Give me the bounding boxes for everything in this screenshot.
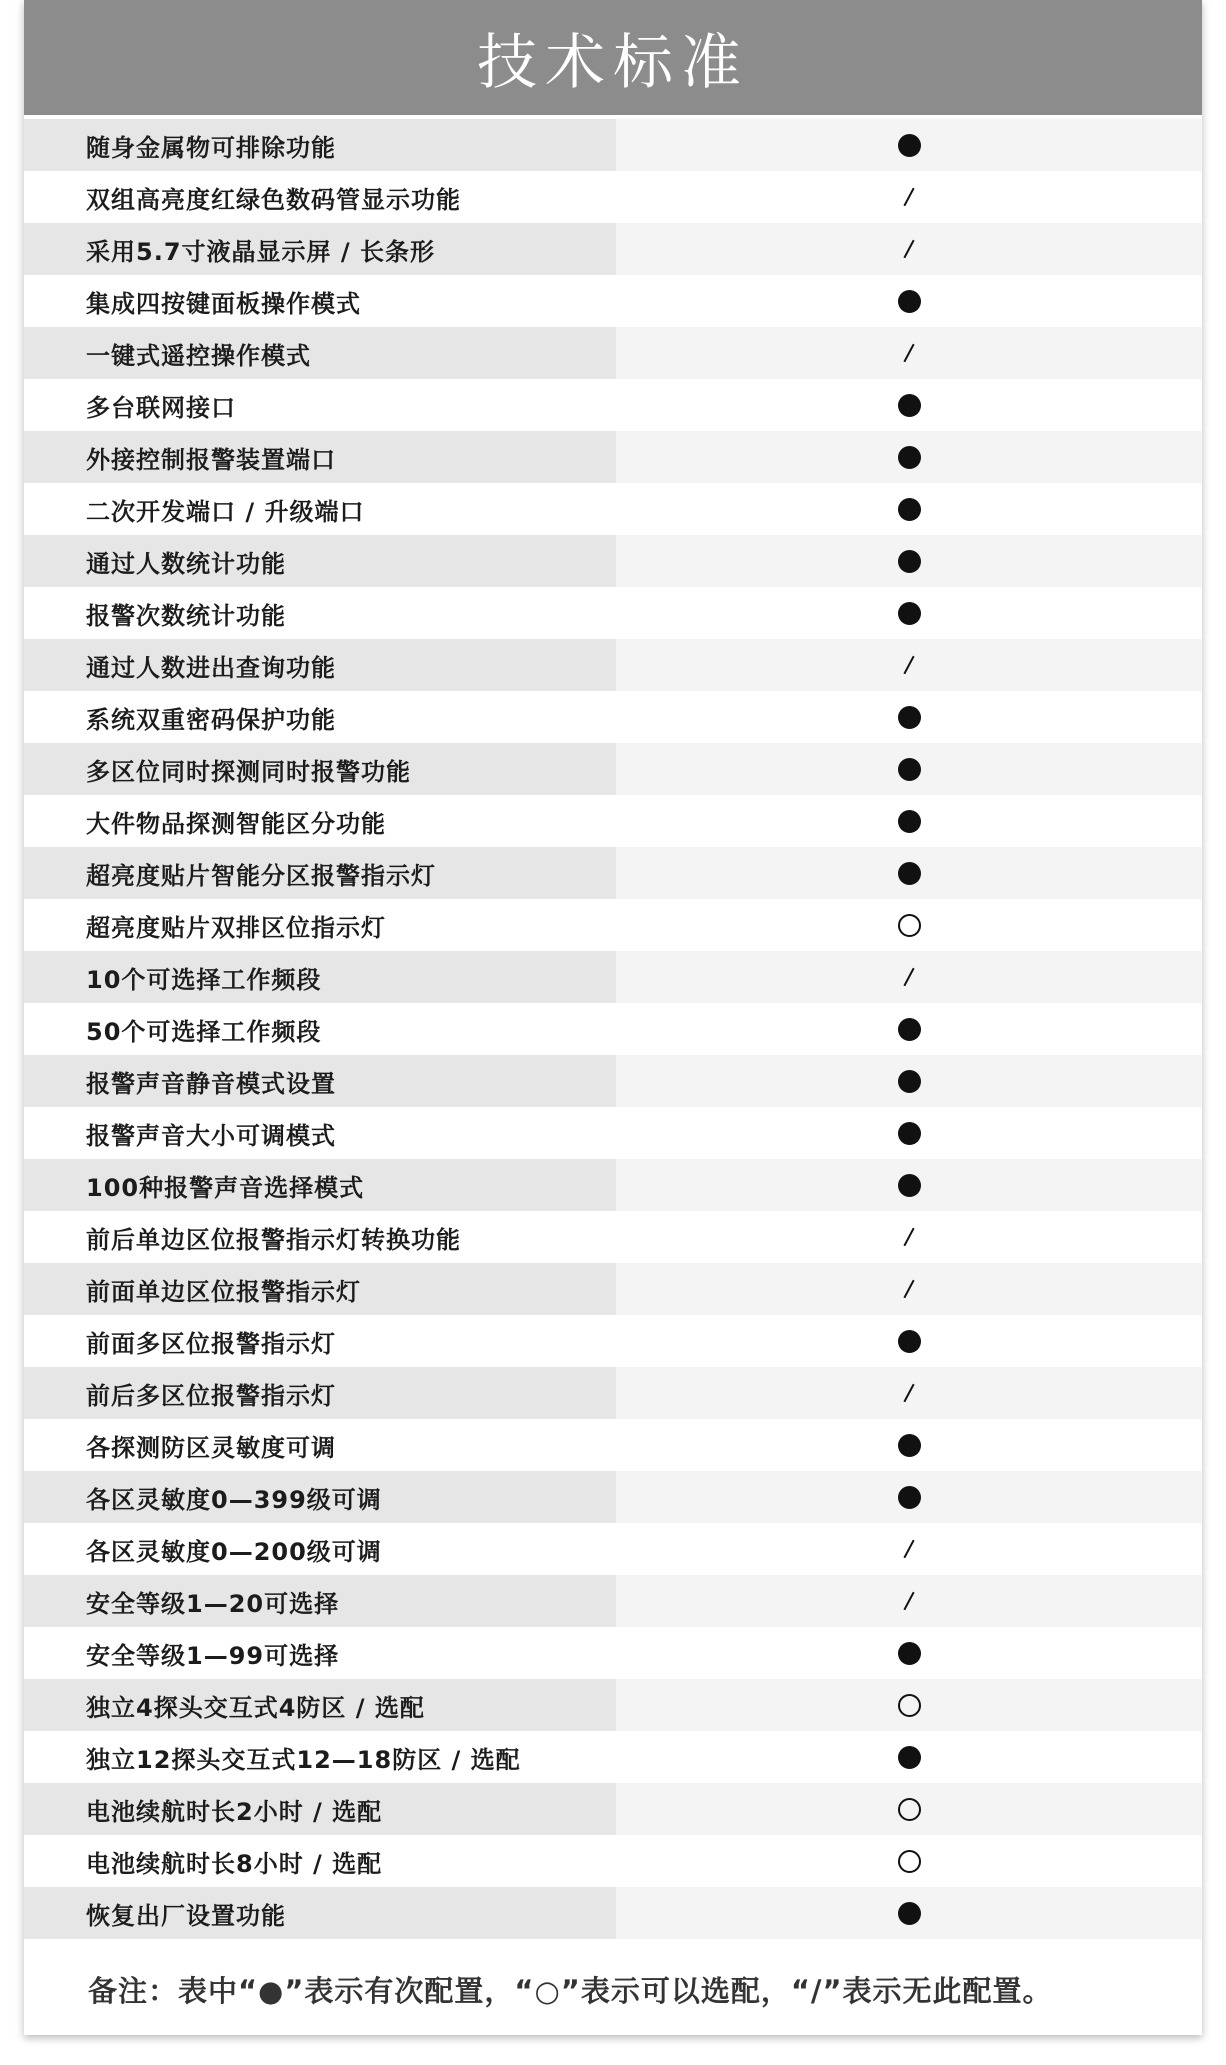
- filled-circle-icon: [894, 390, 924, 420]
- filled-circle-icon: [894, 858, 924, 888]
- config-cell: [616, 275, 1202, 327]
- slash-icon: [894, 1274, 924, 1304]
- config-cell: [616, 1263, 1202, 1315]
- feature-label: 100种报警声音选择模式: [24, 1159, 616, 1211]
- feature-label: 集成四按键面板操作模式: [24, 275, 616, 327]
- filled-circle-icon: [894, 1898, 924, 1928]
- config-cell: [616, 171, 1202, 223]
- config-cell: [616, 951, 1202, 1003]
- table-row: [24, 1679, 1202, 1731]
- table-row: [24, 639, 1202, 691]
- config-cell: [616, 223, 1202, 275]
- feature-label: 通过人数统计功能: [24, 535, 616, 587]
- config-cell: [616, 1471, 1202, 1523]
- table-row: [24, 1575, 1202, 1627]
- config-cell: [616, 1003, 1202, 1055]
- config-cell: [616, 119, 1202, 171]
- feature-label: 前面单边区位报警指示灯: [24, 1263, 616, 1315]
- config-cell: [616, 1419, 1202, 1471]
- config-cell: [616, 379, 1202, 431]
- feature-label: 报警声音静音模式设置: [24, 1055, 616, 1107]
- config-cell: [616, 535, 1202, 587]
- filled-circle-icon: [894, 754, 924, 784]
- config-cell: [616, 1523, 1202, 1575]
- filled-circle-icon: [894, 130, 924, 160]
- legend-note: 备注：表中“●”表示有次配置，“○”表示可以选配，“/”表示无此配置。: [24, 1944, 1202, 2034]
- table-row: [24, 587, 1202, 639]
- table-row: [24, 1783, 1202, 1835]
- config-cell: [616, 1627, 1202, 1679]
- config-cell: [616, 1731, 1202, 1783]
- hollow-circle-icon: [894, 910, 924, 940]
- feature-label: 外接控制报警装置端口: [24, 431, 616, 483]
- feature-label: 多区位同时探测同时报警功能: [24, 743, 616, 795]
- feature-label: 50个可选择工作频段: [24, 1003, 616, 1055]
- feature-label: 系统双重密码保护功能: [24, 691, 616, 743]
- slash-icon: [894, 1378, 924, 1408]
- feature-label: 采用5.7寸液晶显示屏 / 长条形: [24, 223, 616, 275]
- table-row: [24, 1887, 1202, 1939]
- slash-icon: [894, 1586, 924, 1616]
- table-row: [24, 1003, 1202, 1055]
- feature-label: 前面多区位报警指示灯: [24, 1315, 616, 1367]
- slash-icon: [894, 962, 924, 992]
- filled-circle-icon: [894, 1326, 924, 1356]
- config-cell: [616, 1107, 1202, 1159]
- table-row: [24, 847, 1202, 899]
- config-cell: [616, 587, 1202, 639]
- config-cell: [616, 639, 1202, 691]
- filled-circle-icon: [894, 702, 924, 732]
- feature-label: 安全等级1—20可选择: [24, 1575, 616, 1627]
- feature-label: 各区灵敏度0—399级可调: [24, 1471, 616, 1523]
- table-row: [24, 1523, 1202, 1575]
- config-cell: [616, 847, 1202, 899]
- config-cell: [616, 795, 1202, 847]
- config-cell: [616, 1159, 1202, 1211]
- config-cell: [616, 1575, 1202, 1627]
- feature-label: 超亮度贴片双排区位指示灯: [24, 899, 616, 951]
- config-cell: [616, 1055, 1202, 1107]
- filled-circle-icon: [894, 1742, 924, 1772]
- feature-label: 报警声音大小可调模式: [24, 1107, 616, 1159]
- config-cell: [616, 691, 1202, 743]
- filled-circle-icon: [894, 442, 924, 472]
- table-row: [24, 275, 1202, 327]
- table-row: [24, 1367, 1202, 1419]
- table-row: [24, 327, 1202, 379]
- filled-circle-icon: [894, 1170, 924, 1200]
- filled-circle-icon: [894, 546, 924, 576]
- hollow-circle-icon: [894, 1846, 924, 1876]
- feature-label: 一键式遥控操作模式: [24, 327, 616, 379]
- hollow-circle-icon: [894, 1794, 924, 1824]
- filled-circle-icon: [894, 1014, 924, 1044]
- config-cell: [616, 327, 1202, 379]
- table-row: [24, 1211, 1202, 1263]
- table-row: [24, 535, 1202, 587]
- table-row: [24, 171, 1202, 223]
- config-cell: [616, 743, 1202, 795]
- table-row: [24, 1159, 1202, 1211]
- feature-label: 各区灵敏度0—200级可调: [24, 1523, 616, 1575]
- table-row: [24, 379, 1202, 431]
- table-row: [24, 1471, 1202, 1523]
- config-cell: [616, 1315, 1202, 1367]
- slash-icon: [894, 182, 924, 212]
- feature-label: 多台联网接口: [24, 379, 616, 431]
- feature-label: 前后单边区位报警指示灯转换功能: [24, 1211, 616, 1263]
- config-cell: [616, 1887, 1202, 1939]
- slash-icon: [894, 1534, 924, 1564]
- config-cell: [616, 483, 1202, 535]
- filled-circle-icon: [894, 598, 924, 628]
- feature-label: 各探测防区灵敏度可调: [24, 1419, 616, 1471]
- feature-label: 独立12探头交互式12—18防区 / 选配: [24, 1731, 616, 1783]
- slash-icon: [894, 234, 924, 264]
- header-bar: [24, 0, 1202, 119]
- table-row: [24, 1419, 1202, 1471]
- table-row: [24, 223, 1202, 275]
- config-cell: [616, 1783, 1202, 1835]
- feature-label: 前后多区位报警指示灯: [24, 1367, 616, 1419]
- table-row: [24, 795, 1202, 847]
- table-row: [24, 1107, 1202, 1159]
- filled-circle-icon: [894, 494, 924, 524]
- feature-label: 恢复出厂设置功能: [24, 1887, 616, 1939]
- slash-icon: [894, 1222, 924, 1252]
- table-row: [24, 691, 1202, 743]
- table-row: [24, 1263, 1202, 1315]
- feature-label: 通过人数进出查询功能: [24, 639, 616, 691]
- table-row: [24, 1835, 1202, 1887]
- table-row: [24, 1055, 1202, 1107]
- table-row: [24, 119, 1202, 171]
- config-cell: [616, 1835, 1202, 1887]
- feature-label: 双组高亮度红绿色数码管显示功能: [24, 171, 616, 223]
- filled-circle-icon: [894, 806, 924, 836]
- feature-label: 电池续航时长2小时 / 选配: [24, 1783, 616, 1835]
- page-title: 技术标准: [477, 27, 749, 98]
- feature-label: 报警次数统计功能: [24, 587, 616, 639]
- slash-icon: [894, 650, 924, 680]
- table-row: [24, 743, 1202, 795]
- feature-label: 二次开发端口 / 升级端口: [24, 483, 616, 535]
- feature-label: 10个可选择工作频段: [24, 951, 616, 1003]
- feature-label: 超亮度贴片智能分区报警指示灯: [24, 847, 616, 899]
- table-row: [24, 951, 1202, 1003]
- filled-circle-icon: [894, 1482, 924, 1512]
- feature-label: 独立4探头交互式4防区 / 选配: [24, 1679, 616, 1731]
- feature-label: 大件物品探测智能区分功能: [24, 795, 616, 847]
- hollow-circle-icon: [894, 1690, 924, 1720]
- config-cell: [616, 1367, 1202, 1419]
- table-row: [24, 431, 1202, 483]
- config-cell: [616, 431, 1202, 483]
- table-row: [24, 899, 1202, 951]
- filled-circle-icon: [894, 286, 924, 316]
- spec-table: [24, 119, 1202, 1939]
- config-cell: [616, 899, 1202, 951]
- table-row: [24, 1627, 1202, 1679]
- spec-card: [24, 0, 1202, 2035]
- slash-icon: [894, 338, 924, 368]
- feature-label: 电池续航时长8小时 / 选配: [24, 1835, 616, 1887]
- table-row: [24, 483, 1202, 535]
- feature-label: 随身金属物可排除功能: [24, 119, 616, 171]
- config-cell: [616, 1679, 1202, 1731]
- filled-circle-icon: [894, 1638, 924, 1668]
- config-cell: [616, 1211, 1202, 1263]
- table-row: [24, 1315, 1202, 1367]
- filled-circle-icon: [894, 1430, 924, 1460]
- filled-circle-icon: [894, 1066, 924, 1096]
- table-row: [24, 1731, 1202, 1783]
- filled-circle-icon: [894, 1118, 924, 1148]
- feature-label: 安全等级1—99可选择: [24, 1627, 616, 1679]
